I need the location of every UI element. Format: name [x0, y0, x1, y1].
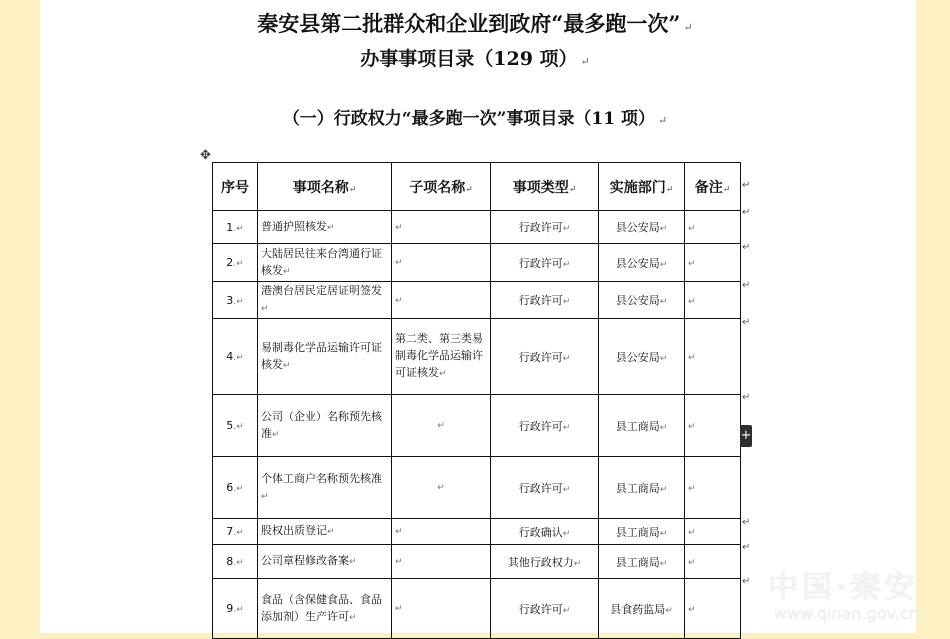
- cell-item-type: 行政许可↵: [491, 319, 599, 395]
- cell-item-name: 公司章程修改备案↵: [258, 545, 392, 579]
- section-title: （一）行政权力“最多跑一次”事项目录（11 项） ↵: [282, 109, 668, 129]
- cell-item-type: 行政许可↵: [491, 211, 599, 244]
- add-row-button[interactable]: +: [740, 425, 752, 447]
- cell-department: 县工商局↵: [599, 457, 685, 519]
- cell-department: 县工商局↵: [599, 395, 685, 457]
- cell-no: 3.↵: [213, 282, 258, 319]
- table-row: [213, 519, 741, 545]
- table-header-row: [213, 163, 741, 211]
- table-row: [213, 211, 741, 244]
- cell-sub-item: ↵: [392, 457, 491, 519]
- cell-sub-item: ↵: [392, 519, 491, 545]
- table-row: [213, 395, 741, 457]
- table-row: [213, 457, 741, 519]
- table-row: [213, 545, 741, 579]
- items-table: [212, 162, 741, 639]
- cell-item-name: 个体工商户名称预先核准↵: [258, 457, 392, 519]
- cell-no: 1.↵: [213, 211, 258, 244]
- row-end-mark: ↵: [742, 542, 751, 553]
- cell-department: 县工商局↵: [599, 519, 685, 545]
- cell-item-name: 食品（含保健食品、食品添加剂）生产许可↵: [258, 579, 392, 639]
- header-note: 备注↵: [685, 163, 741, 211]
- cell-department: 县工商局↵: [599, 545, 685, 579]
- cell-item-type: 其他行政权力↵: [491, 545, 599, 579]
- cell-item-name: 大陆居民往来台湾通行证核发↵: [258, 244, 392, 282]
- cell-note: ↵: [685, 319, 741, 395]
- header-sub-item: 子项名称↵: [392, 163, 491, 211]
- cell-sub-item: ↵: [392, 282, 491, 319]
- cell-item-name: 股权出质登记↵: [258, 519, 392, 545]
- row-end-mark: ↵: [742, 517, 751, 528]
- cell-department: 县公安局↵: [599, 244, 685, 282]
- row-end-mark: ↵: [742, 576, 751, 587]
- cell-item-name: 易制毒化学品运输许可证核发↵: [258, 319, 392, 395]
- cell-department: 县食药监局↵: [599, 579, 685, 639]
- cell-no: 4.↵: [213, 319, 258, 395]
- table-row: [213, 579, 741, 639]
- cell-item-type: 行政许可↵: [491, 457, 599, 519]
- cell-sub-item: ↵: [392, 211, 491, 244]
- cell-no: 7.↵: [213, 519, 258, 545]
- header-department: 实施部门↵: [599, 163, 685, 211]
- header-no: 序号: [213, 163, 258, 211]
- cell-item-type: 行政许可↵: [491, 244, 599, 282]
- watermark-brand: 中国·秦安: [768, 570, 919, 605]
- header-item-name: 事项名称↵: [258, 163, 392, 211]
- cell-item-name: 普通护照核发↵: [258, 211, 392, 244]
- cell-note: ↵: [685, 457, 741, 519]
- document-title-line-2: 办事事项目录（129 项） ↵: [360, 48, 590, 70]
- cell-item-type: 行政许可↵: [491, 579, 599, 639]
- cell-item-type: 行政许可↵: [491, 282, 599, 319]
- cell-no: 6.↵: [213, 457, 258, 519]
- cell-no: 8.↵: [213, 545, 258, 579]
- row-end-mark: ↵: [742, 317, 751, 328]
- row-end-mark: ↵: [742, 180, 751, 191]
- row-end-mark: ↵: [742, 242, 751, 253]
- cell-sub-item: ↵: [392, 545, 491, 579]
- cell-sub-item: ↵: [392, 244, 491, 282]
- cell-no: 5.↵: [213, 395, 258, 457]
- cell-sub-item: ↵: [392, 395, 491, 457]
- row-end-mark: ↵: [742, 392, 751, 403]
- cell-note: ↵: [685, 211, 741, 244]
- cell-note: ↵: [685, 282, 741, 319]
- cell-department: 县公安局↵: [599, 319, 685, 395]
- cell-item-name: 公司（企业）名称预先核准↵: [258, 395, 392, 457]
- row-end-markers: [742, 162, 752, 633]
- header-item-type: 事项类型↵: [491, 163, 599, 211]
- cell-note: ↵: [685, 579, 741, 639]
- watermark-url: www.qinan.gov.cn: [774, 604, 919, 623]
- table-row: [213, 319, 741, 395]
- table-row: [213, 244, 741, 282]
- cell-department: 县公安局↵: [599, 211, 685, 244]
- table-move-handle-icon[interactable]: ✥: [200, 148, 211, 163]
- table-row: [213, 282, 741, 319]
- cell-note: ↵: [685, 519, 741, 545]
- cell-no: 9.↵: [213, 579, 258, 639]
- cell-sub-item: ↵: [392, 579, 491, 639]
- row-end-mark: ↵: [742, 280, 751, 291]
- row-end-mark: ↵: [742, 207, 751, 218]
- cell-item-type: 行政许可↵: [491, 395, 599, 457]
- cell-note: ↵: [685, 395, 741, 457]
- cell-item-type: 行政确认↵: [491, 519, 599, 545]
- document-title-line-1: 秦安县第二批群众和企业到政府“最多跑一次” ↵: [257, 11, 693, 36]
- cell-note: ↵: [685, 545, 741, 579]
- cell-item-name: 港澳台居民定居证明签发↵: [258, 282, 392, 319]
- cell-no: 2.↵: [213, 244, 258, 282]
- cell-department: 县公安局↵: [599, 282, 685, 319]
- cell-note: ↵: [685, 244, 741, 282]
- cell-sub-item: 第二类、第三类易制毒化学品运输许可证核发↵: [392, 319, 491, 395]
